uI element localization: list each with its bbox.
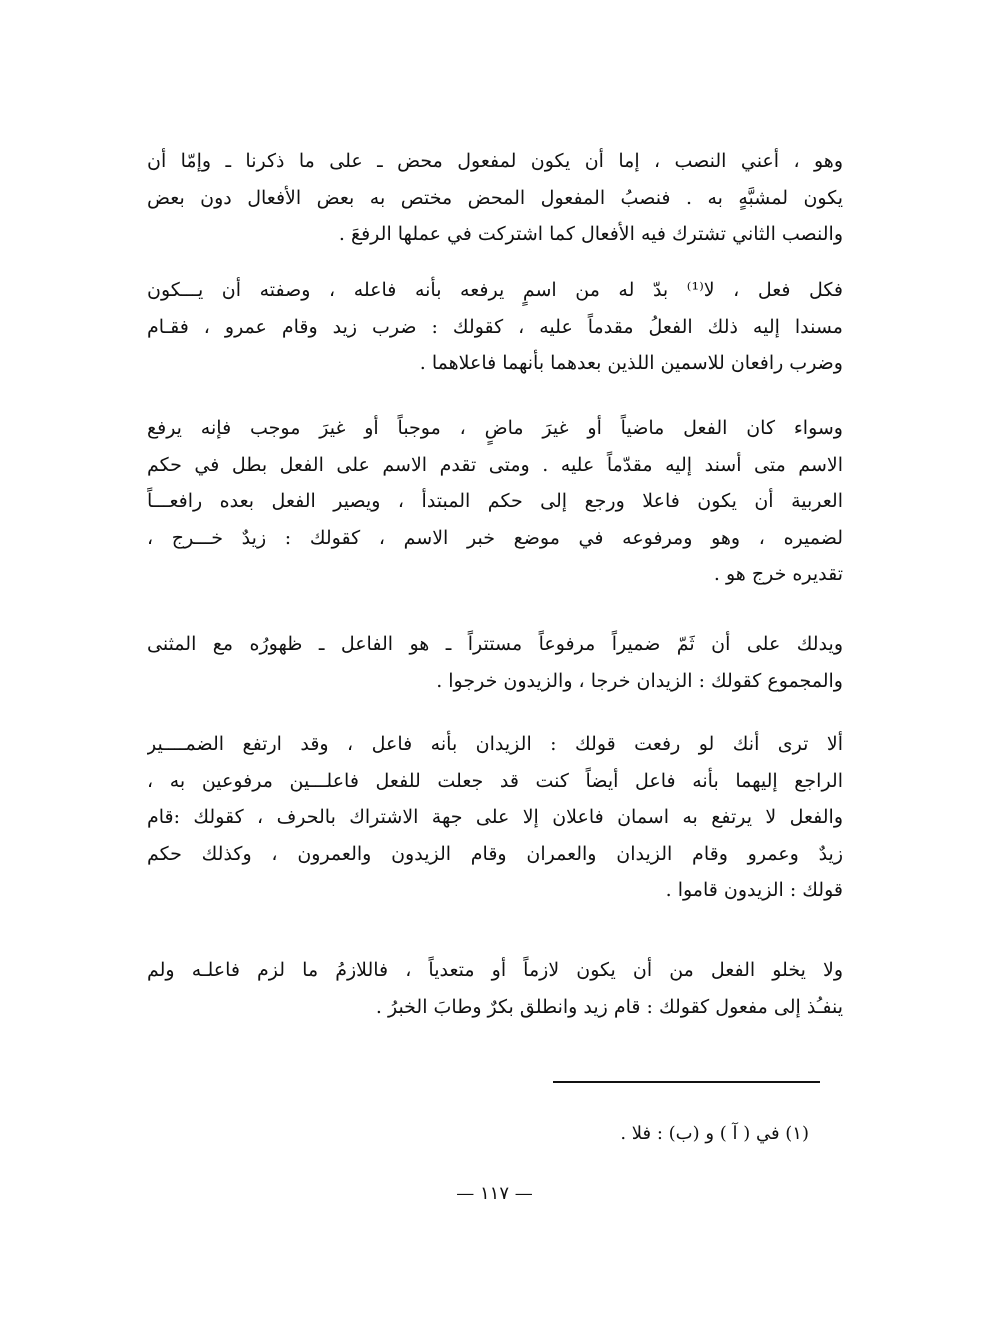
text-line: زيدٌ وعمرو وقام الزيدان والعمران وقام الزيدون والعمرون ، وكذلك حكم xyxy=(147,842,843,865)
paragraph-1 xyxy=(147,143,843,253)
footnote: (١) في ( آ ) و (ب) : فلا . xyxy=(620,1123,809,1144)
text-line: ألا ترى أنك لو رفعت قولك : الزيدان بأنه فاعل ، وقد ارتفع الضمــــير xyxy=(147,733,843,755)
paragraph-6 xyxy=(147,952,843,1025)
page-number: — ١١٧ — xyxy=(456,1183,533,1204)
text-line: ويدلك على أن ثَمّ ضميراً مرفوعاً مستتراً ـ هو الفاعل ـ ظهورُه مع المثنى xyxy=(147,633,843,655)
text-line: والفعل لا يرتفع به اسمان فاعلان إلا على جهة الاشتراك بالحرف ، كقولك :قام xyxy=(147,806,843,828)
text-line: فكل فعل ، لا⁽¹⁾ بدّ له من اسمٍ يرفعه بأنه فاعله ، وصفته أن يـــكون xyxy=(147,279,843,301)
text-line: الاسم متى أسند إليه مقدّماً عليه . ومتى تقدم الاسم على الفعل بطل في حكم xyxy=(147,453,843,476)
text-line: يكون لمشبَّهٍ به . فنصبُ المفعول المحض مختص به بعض الأفعال دون بعض xyxy=(147,186,843,209)
paragraph-5 xyxy=(147,726,843,909)
paragraph-3 xyxy=(147,410,843,593)
text-line: والمجموع كقولك : الزيدان خرجا ، والزيدون خرجوا . xyxy=(436,669,843,692)
text-line: وسواء كان الفعل ماضياً أو غيرَ ماضٍ ، موجباً أو غيرَ موجب فإنه يرفع xyxy=(147,417,843,439)
text-line: ينفـُذ إلى مفعول كقولك : قام زيد وانطلق بكرٌ وطابَ الخبرُ . xyxy=(375,995,843,1018)
text-line: لضميره ، وهو ومرفوعه في موضع خبر الاسم ، كقولك : زيدٌ خـــرج ، xyxy=(147,526,843,549)
text-line: وضرب رافعان للاسمين اللذين بعدهما بأنهما فاعلاهما . xyxy=(419,352,843,374)
text-line: الراجع إليهما بأنه فاعل أيضاً كنت قد جعلت للفعل فاعلـــين مرفوعين به ، xyxy=(147,769,843,792)
footnote-separator xyxy=(553,1081,820,1083)
text-line: والنصب الثاني تشترك فيه الأفعال كما اشتركت في عملها الرفعَ . xyxy=(338,223,843,245)
text-line: مسندا إليه ذلك الفعلُ مقدماً عليه ، كقولك : ضرب زيد وقام عمرو ، فقـام xyxy=(147,315,843,338)
paragraph-2 xyxy=(147,272,843,382)
paragraph-4 xyxy=(147,626,843,699)
text-line: تقديره خرج هو . xyxy=(713,563,843,585)
text-line: ولا يخلو الفعل من أن يكون لازماً أو متعدياً ، فاللازمُ ما لزم فاعلـه ولم xyxy=(147,959,843,981)
text-line: وهو ، أعني النصب ، إما أن يكون لمفعول محض ـ على ما ذكرنا ـ وإمّا أن xyxy=(147,150,843,172)
text-line: قولك : الزيدون قاموا . xyxy=(665,879,843,901)
text-line: العربية أن يكون فاعلا ورجع إلى حكم المبتدأ ، ويصير الفعل بعده رافعـــاً xyxy=(147,490,843,512)
